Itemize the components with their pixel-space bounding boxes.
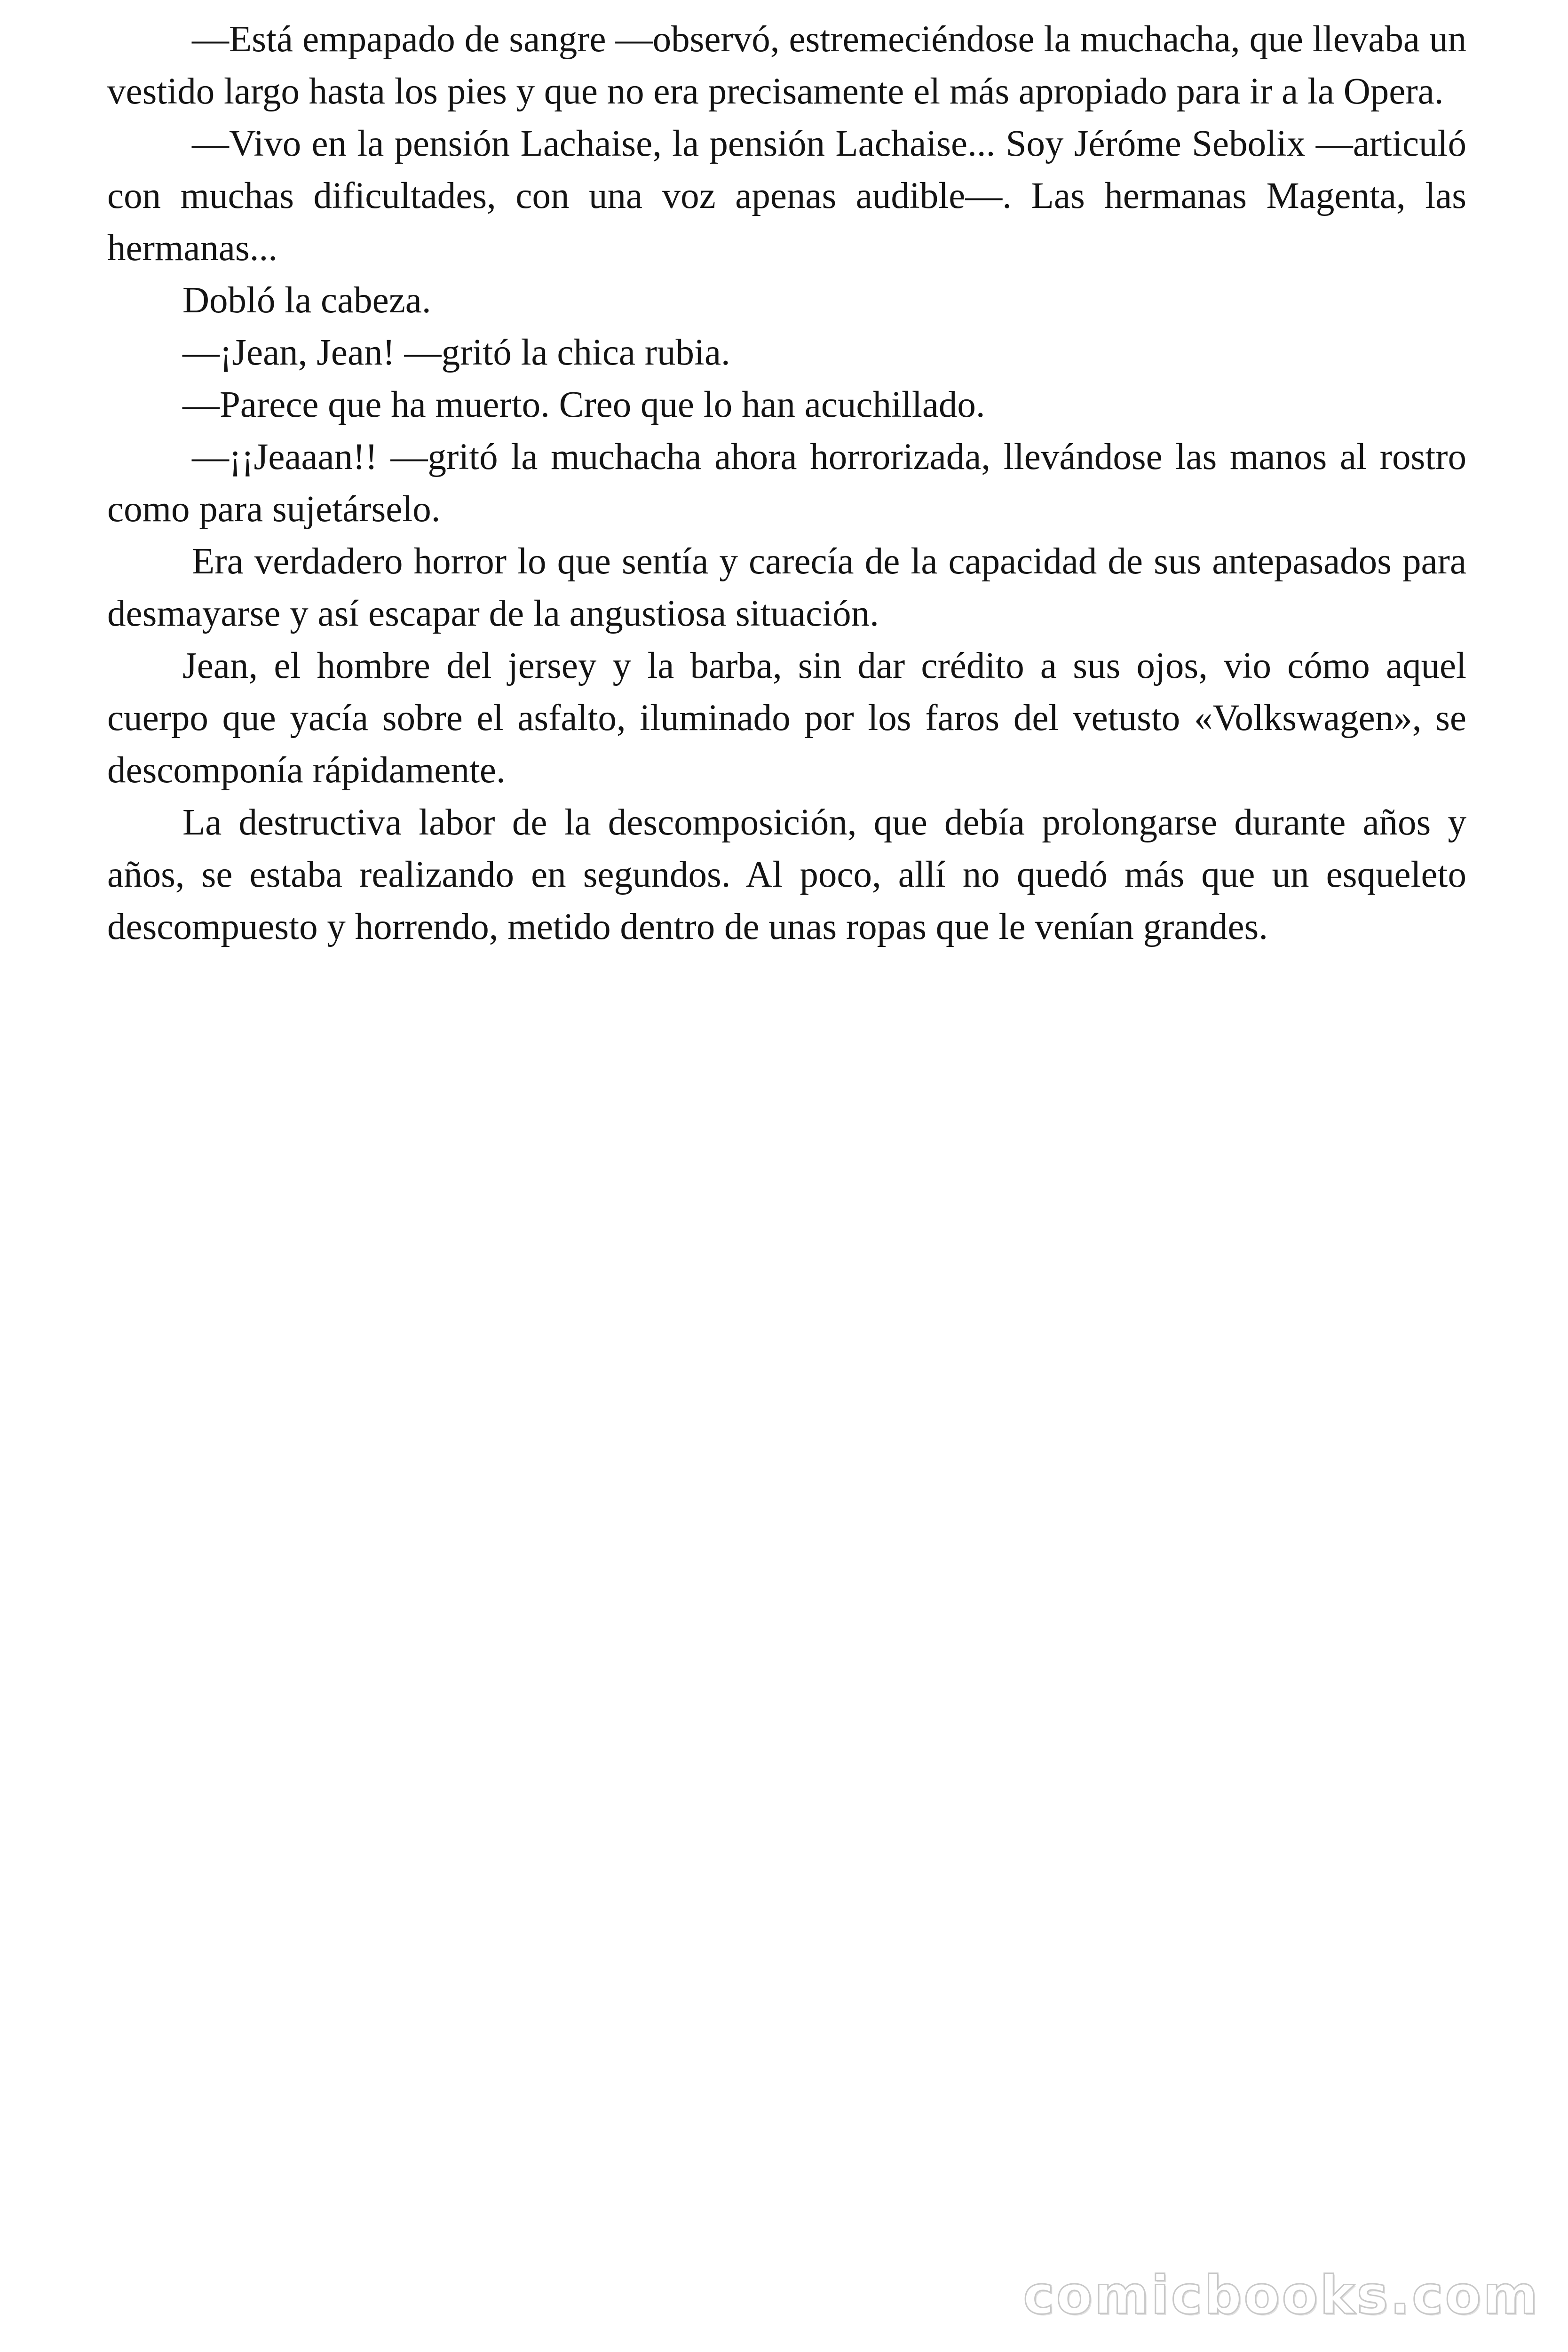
paragraph-2: —Vivo en la pensión Lachaise, la pensión Lachaise... Soy Jéróme Sebolix —articuló con muchas dificultades, con una voz apenas audible—. Las hermanas Magenta, las hermanas... (107, 123, 1466, 269)
body-text (107, 13, 1466, 953)
paragraph-7: Era verdadero horror lo que sentía y carecía de la capacidad de sus antepasados para desmayarse y así escapar de la angustiosa situación. (107, 541, 1466, 634)
paragraph-5: —Parece que ha muerto. Creo que lo han acuchillado. (182, 384, 985, 425)
paragraph-4: —¡Jean, Jean! —gritó la chica rubia. (182, 332, 730, 373)
paragraph-1: —Está empapado de sangre —observó, estremeciéndose la muchacha, que llevaba un vestido largo hasta los pies y que no era precisamente el más apropiado para ir a la Opera. (107, 19, 1466, 112)
paragraph-3: Dobló la cabeza. (182, 280, 431, 321)
watermark-logo: comicbooks.com (1023, 2265, 1540, 2326)
paragraph-9: La destructiva labor de la descomposición, que debía prolongarse durante años y años, se estaba realizando en segundos. Al poco, allí no quedó más que un esqueleto descompuesto y horrendo, metido dentro de unas ropas que le venían grandes. (107, 802, 1466, 947)
paragraph-6: —¡¡Jeaaan!! —gritó la muchacha ahora horrorizada, llevándose las manos al rostro como para sujetárselo. (107, 437, 1466, 530)
paragraph-8: Jean, el hombre del jersey y la barba, sin dar crédito a sus ojos, vio cómo aquel cuerpo que yacía sobre el asfalto, iluminado por los faros del vetusto «Volkswagen», se descomponía rápidamente. (107, 645, 1466, 791)
